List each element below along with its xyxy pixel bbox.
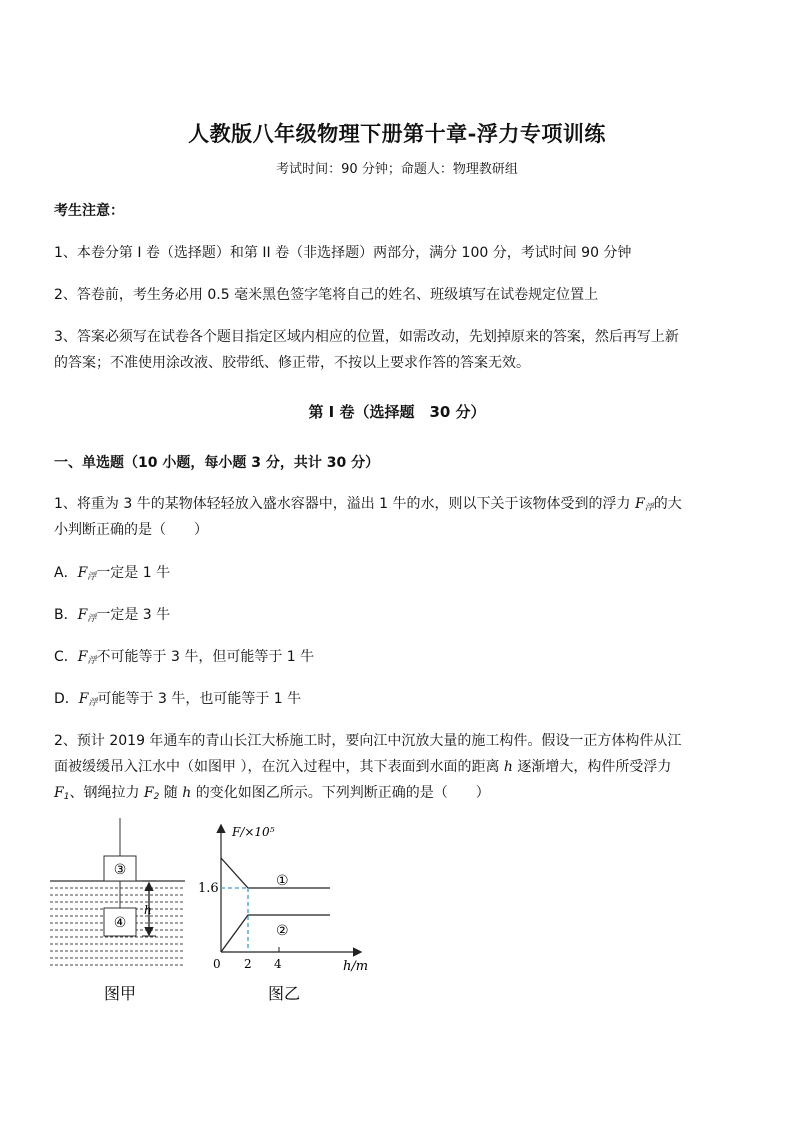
option-text: 一定是 1 牛 <box>96 565 171 581</box>
q1-stem-end: 的大 <box>653 496 682 512</box>
option-text: 一定是 3 牛 <box>96 607 171 623</box>
buoyancy-subscript: 浮 <box>644 503 654 513</box>
q1-stem <box>54 493 682 513</box>
x-axis-label: h/m <box>343 959 369 974</box>
x-tick-label: 4 <box>274 957 282 971</box>
q1-option-c[interactable] <box>54 646 314 666</box>
option-prefix: D． <box>54 691 79 707</box>
fig-b-caption: 图乙 <box>267 984 301 1003</box>
notice-item-3-cont: 的答案；不准使用涂改液、胶带纸、修正带，不按以上要求作答的答案无效。 <box>54 355 530 371</box>
f2-symbol: F <box>143 785 154 801</box>
q2-text: 逐渐增大，构件所受浮力 <box>512 759 672 775</box>
depth-symbol: h <box>503 759 513 775</box>
buoyancy-subscript: 浮 <box>88 698 98 708</box>
buoyancy-subscript: 浮 <box>87 656 97 666</box>
q1-option-d[interactable] <box>54 688 301 708</box>
buoyancy-symbol: F <box>78 691 89 707</box>
notice-item-3: 3、答案必须写在试卷各个题目指定区域内相应的位置，如需改动，先划掉原来的答案，然后再写上新 <box>54 329 679 345</box>
q1-option-b[interactable] <box>54 604 170 624</box>
q2-text: 的变化如图乙所示。下列判断正确的是（ ） <box>191 785 490 801</box>
figure-b <box>198 825 368 1003</box>
buoyancy-symbol: F <box>77 649 88 665</box>
exam-info: 考试时间：90 分钟；命题人：物理教研组 <box>276 162 518 177</box>
f2-subscript: 2 <box>153 792 160 802</box>
q2-stem-line2 <box>54 756 671 776</box>
q1-option-a[interactable] <box>54 562 170 582</box>
curve-2-label: ② <box>276 923 289 939</box>
option-prefix: B． <box>54 607 78 623</box>
q2-text: 面被缓缓吊入江水中（如图甲 ），在沉入过程中，其下表面到水面的距离 <box>54 759 504 775</box>
part-heading: 第 I 卷（选择题 30 分） <box>308 403 486 421</box>
q2-text: 、钢绳拉力 <box>69 785 144 801</box>
block-bottom-label: ④ <box>113 915 127 931</box>
option-text: 可能等于 3 牛，也可能等于 1 牛 <box>97 691 302 707</box>
buoyancy-subscript: 浮 <box>87 614 97 624</box>
q2-text: 随 <box>159 785 183 801</box>
notice-item-2: 2、答卷前，考生务必用 0.5 毫米黑色签字笔将自己的姓名、班级填写在试卷规定位置上 <box>54 287 599 303</box>
f1-symbol: F <box>54 785 64 801</box>
buoyancy-symbol: F <box>77 565 88 581</box>
q2-stem-line3 <box>54 782 490 802</box>
fig-a-caption: 图甲 <box>103 984 137 1003</box>
x-tick-label: 2 <box>244 957 252 971</box>
option-prefix: A． <box>54 565 78 581</box>
buoyancy-symbol: F <box>634 496 645 512</box>
section-heading: 一、单选题（10 小题，每小题 3 分，共计 30 分） <box>54 455 380 471</box>
buoyancy-subscript: 浮 <box>87 572 97 582</box>
block-top-label: ③ <box>113 862 127 878</box>
page-title: 人教版八年级物理下册第十章-浮力专项训练 <box>188 121 606 146</box>
y-axis-label: F/×10⁵ <box>232 825 275 839</box>
notice-item-1: 1、本卷分第 I 卷（选择题）和第 II 卷（非选择题）两部分，满分 100 分，考试时间 90 分钟 <box>54 245 632 261</box>
q2-stem-line1: 2、预计 2019 年通车的青山长江大桥施工时，要向江中沉放大量的施工构件。假设一正方体构件从江 <box>54 733 682 749</box>
option-prefix: C． <box>54 649 78 665</box>
q2-figure <box>50 818 390 1008</box>
depth-symbol: h <box>182 785 192 801</box>
notice-heading: 考生注意： <box>54 203 124 219</box>
option-text: 不可能等于 3 牛，但可能等于 1 牛 <box>96 649 315 665</box>
depth-label: h <box>144 903 152 917</box>
q1-stem-cont: 小判断正确的是（ ） <box>54 522 208 538</box>
q1-stem-text: 1、将重为 3 牛的某物体轻轻放入盛水容器中，溢出 1 牛的水，则以下关于该物体受到的浮力 <box>54 496 635 512</box>
figure-a <box>50 818 185 1003</box>
y-tick-label: 1.6 <box>198 881 219 896</box>
buoyancy-symbol: F <box>77 607 88 623</box>
x-tick-label: 0 <box>213 957 221 971</box>
f1-subscript: 1 <box>63 792 70 802</box>
curve-1-label: ① <box>276 873 289 889</box>
